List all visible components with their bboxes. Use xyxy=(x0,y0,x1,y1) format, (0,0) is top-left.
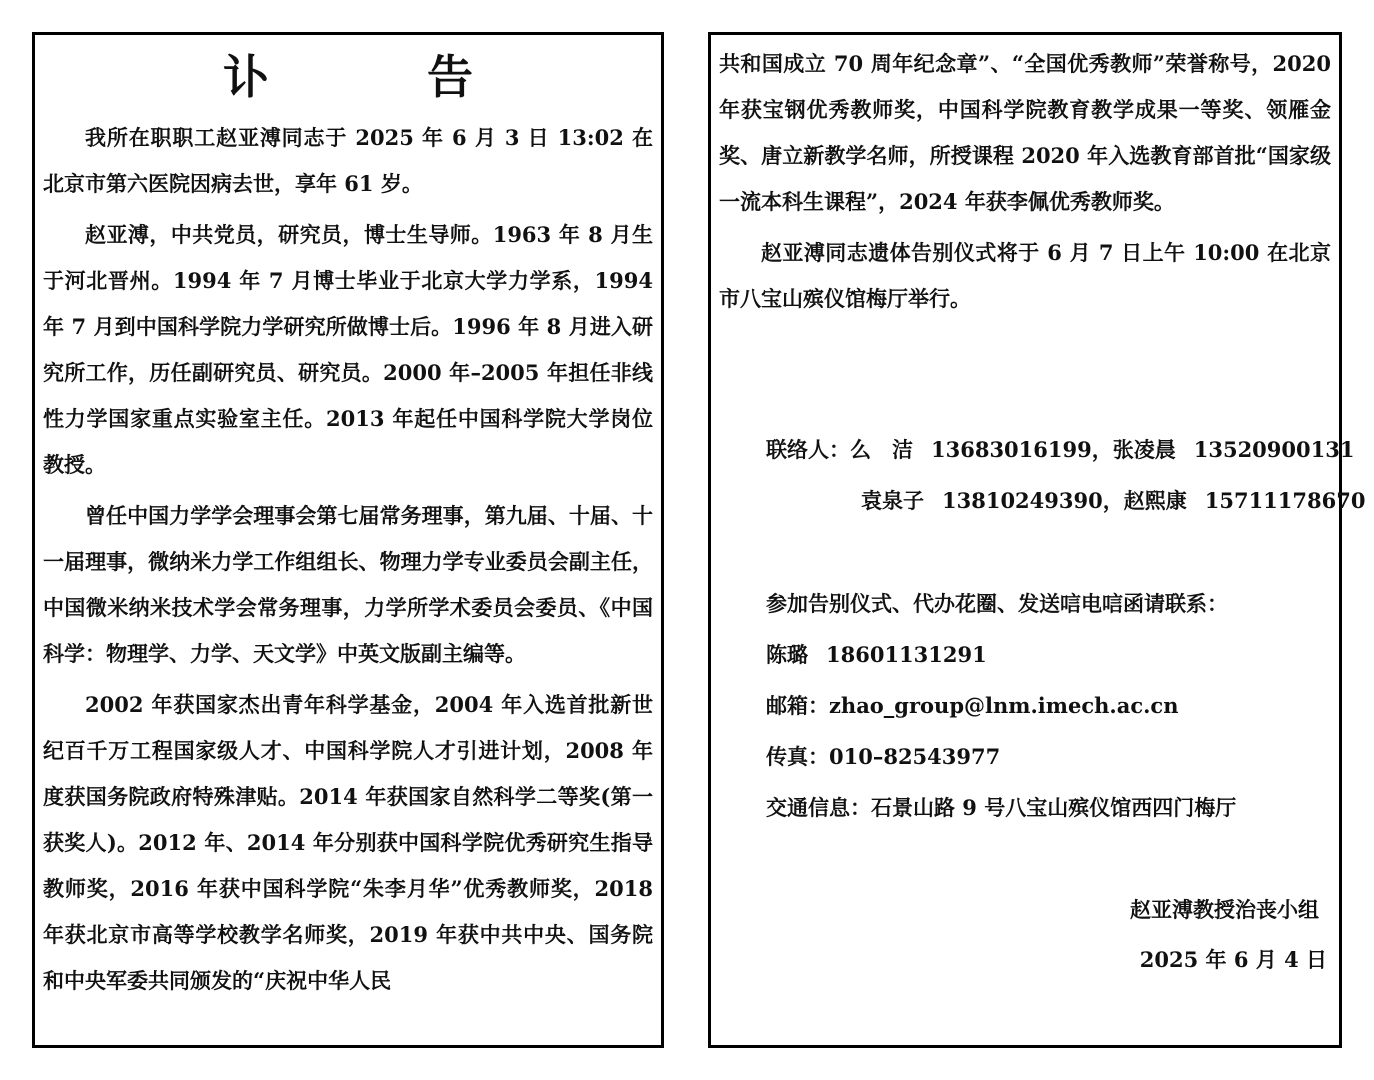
contact-phone: 15711178670 xyxy=(1204,488,1366,513)
left-page xyxy=(32,32,664,1048)
right-page xyxy=(708,32,1366,1048)
paragraph-awards-continued: 共和国成立 70 周年纪念章”、“全国优秀教师”荣誉称号，2020 年获宝钢优秀教师奖，中国科学院教育教学成果一等奖、领雁金奖、唐立新教学名师，所授课程 2020 年入选教育部首批“国家级一流本科生课程”，2024 年获李佩优秀教师奖。 xyxy=(719,51,1331,214)
contact-name: 张凌晨 xyxy=(1112,437,1176,462)
email-address: zhao_group@lnm.imech.ac.cn xyxy=(829,693,1179,718)
transport-info: 石景山路 9 号八宝山殡仪馆西四门梅厅 xyxy=(871,795,1237,820)
paragraph-positions: 曾任中国力学学会理事会第七届常务理事，第九届、十届、十一届理事，微纳米力学工作组组长、物理力学专业委员会副主任，中国微米纳米技术学会常务理事，力学所学术委员会委员、《中国科学：物理学、力学、天文学》中英文版副主编等。 xyxy=(43,503,653,666)
left-body xyxy=(43,115,653,1009)
transport-label: 交通信息： xyxy=(766,795,871,820)
transport-line xyxy=(766,793,1236,823)
notice-title: 讣 告 xyxy=(223,50,529,104)
paragraph-biography: 赵亚溥，中共党员，研究员，博士生导师。1963 年 8 月生于河北晋州。1994 年 7 月博士毕业于北京大学力学系，1994 年 7 月到中国科学院力学研究所做博士后。1996 年 8 月进入研究所工作，历任副研究员、研究员。2000 年–2005 年担任非线性力学国家重点实验室主任。2013 年起任中国科学院大学岗位教授。 xyxy=(43,222,653,477)
email-line xyxy=(766,691,1178,721)
contact-phone: 18601131291 xyxy=(826,642,987,667)
paragraph-awards: 2002 年获国家杰出青年科学基金，2004 年入选首批新世纪百千万工程国家级人才、中国科学院人才引进计划，2008 年度获国务院政府特殊津贴。2014 年获国家自然科学二等奖(第一获奖人)。2012 年、2014 年分别获中国科学院优秀研究生指导教师奖，2016 年获中国科学院“朱李月华”优秀教师奖，2018 年获北京市高等学校教学名师奖，2019 年获中共中央、国务院和中央军委共同颁发的“庆祝中华人民 xyxy=(43,692,653,993)
fax-label: 传真： xyxy=(766,744,829,769)
contact-phone: 13520900131 xyxy=(1193,437,1355,462)
right-body xyxy=(719,41,1331,327)
contacts-line-1 xyxy=(766,435,1354,465)
contact-phone: 13683016199， xyxy=(931,437,1113,462)
contacts-line-2 xyxy=(861,486,1365,516)
signature-organization: 赵亚溥教授治丧小组 xyxy=(1130,897,1319,922)
contact-name: 袁泉子 xyxy=(861,488,924,513)
contact-name: 赵熙康 xyxy=(1123,488,1187,513)
contact-phone: 13810249390， xyxy=(942,488,1124,513)
contact-name: 陈璐 xyxy=(766,642,808,667)
signature-date: 2025 年 6 月 4 日 xyxy=(1139,947,1327,972)
contact-name: 么 洁 xyxy=(850,437,913,462)
paragraph-farewell-ceremony: 赵亚溥同志遗体告别仪式将于 6 月 7 日上午 10:00 在北京市八宝山殡仪馆梅厅举行。 xyxy=(719,240,1331,311)
email-label: 邮箱： xyxy=(766,693,829,718)
contacts-label: 联络人： xyxy=(766,437,850,462)
ceremony-contact-person xyxy=(766,640,987,670)
fax-number: 010–82543977 xyxy=(829,744,1001,769)
ceremony-contact-intro: 参加告别仪式、代办花圈、发送唁电唁函请联系： xyxy=(766,591,1228,616)
paragraph-death-notice: 我所在职职工赵亚溥同志于 2025 年 6 月 3 日 13:02 在北京市第六医院因病去世，享年 61 岁。 xyxy=(43,125,653,196)
fax-line xyxy=(766,742,1000,772)
